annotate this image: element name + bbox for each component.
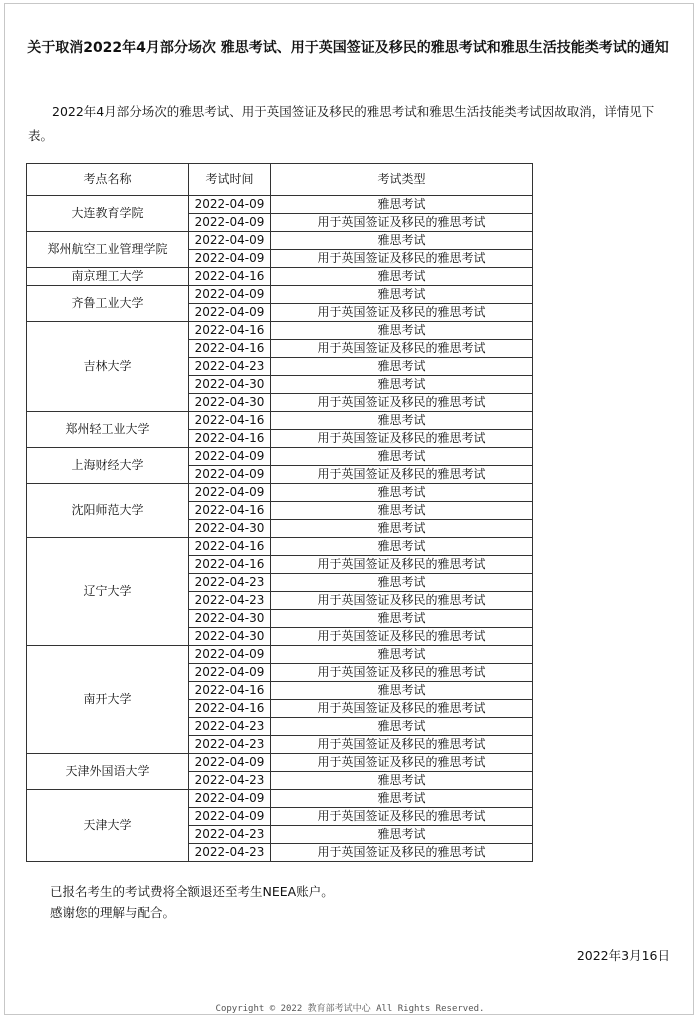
exam-type-cell: 雅思考试 xyxy=(271,358,533,376)
notice-date: 2022年3月16日 xyxy=(576,948,670,963)
exam-type-cell: 雅思考试 xyxy=(271,538,533,556)
exam-type-cell: 雅思考试 xyxy=(271,196,533,214)
exam-date-cell: 2022-04-09 xyxy=(189,286,271,304)
exam-type-cell: 雅思考试 xyxy=(271,376,533,394)
exam-date-cell: 2022-04-09 xyxy=(189,214,271,232)
exam-type-cell: 雅思考试 xyxy=(271,520,533,538)
exam-date-cell: 2022-04-16 xyxy=(189,322,271,340)
exam-type-cell: 用于英国签证及移民的雅思考试 xyxy=(271,214,533,232)
venue-name-cell: 齐鲁工业大学 xyxy=(27,286,189,322)
venue-name-cell: 天津外国语大学 xyxy=(27,754,189,790)
exam-type-cell: 用于英国签证及移民的雅思考试 xyxy=(271,340,533,358)
exam-type-cell: 用于英国签证及移民的雅思考试 xyxy=(271,736,533,754)
exam-type-cell: 用于英国签证及移民的雅思考试 xyxy=(271,466,533,484)
exam-date-cell: 2022-04-23 xyxy=(189,772,271,790)
exam-type-cell: 雅思考试 xyxy=(271,772,533,790)
exam-date-cell: 2022-04-23 xyxy=(189,718,271,736)
exam-date-cell: 2022-04-09 xyxy=(189,232,271,250)
table-row xyxy=(27,286,533,304)
exam-date-cell: 2022-04-09 xyxy=(189,196,271,214)
table-row xyxy=(27,646,533,664)
venue-name-cell: 辽宁大学 xyxy=(27,538,189,646)
exam-date-cell: 2022-04-30 xyxy=(189,520,271,538)
table-row xyxy=(27,232,533,250)
exam-date-cell: 2022-04-16 xyxy=(189,340,271,358)
venue-name-cell: 天津大学 xyxy=(27,790,189,862)
exam-date-cell: 2022-04-09 xyxy=(189,790,271,808)
exam-date-cell: 2022-04-30 xyxy=(189,376,271,394)
exam-type-cell: 雅思考试 xyxy=(271,502,533,520)
table-row xyxy=(27,538,533,556)
exam-type-cell: 用于英国签证及移民的雅思考试 xyxy=(271,304,533,322)
venue-name-cell: 上海财经大学 xyxy=(27,448,189,484)
exam-type-cell: 雅思考试 xyxy=(271,448,533,466)
refund-note: 已报名考生的考试费将全额退还至考生NEEA账户。 xyxy=(50,884,334,899)
venue-name-cell: 南开大学 xyxy=(27,646,189,754)
header-type: 考试类型 xyxy=(271,164,533,196)
exam-date-cell: 2022-04-23 xyxy=(189,358,271,376)
exam-type-cell: 雅思考试 xyxy=(271,484,533,502)
exam-date-cell: 2022-04-09 xyxy=(189,250,271,268)
exam-date-cell: 2022-04-09 xyxy=(189,646,271,664)
exam-date-cell: 2022-04-23 xyxy=(189,574,271,592)
exam-date-cell: 2022-04-09 xyxy=(189,304,271,322)
exam-date-cell: 2022-04-30 xyxy=(189,394,271,412)
exam-date-cell: 2022-04-09 xyxy=(189,448,271,466)
table-row xyxy=(27,448,533,466)
exam-date-cell: 2022-04-16 xyxy=(189,412,271,430)
copyright-footer: Copyright © 2022 教育部考试中心 All Rights Reserved. xyxy=(215,1004,485,1014)
exam-type-cell: 用于英国签证及移民的雅思考试 xyxy=(271,430,533,448)
exam-date-cell: 2022-04-16 xyxy=(189,556,271,574)
exam-type-cell: 用于英国签证及移民的雅思考试 xyxy=(271,754,533,772)
exam-type-cell: 用于英国签证及移民的雅思考试 xyxy=(271,844,533,862)
exam-type-cell: 用于英国签证及移民的雅思考试 xyxy=(271,250,533,268)
exam-date-cell: 2022-04-23 xyxy=(189,844,271,862)
exam-date-cell: 2022-04-30 xyxy=(189,628,271,646)
cancellation-table xyxy=(26,163,533,862)
exam-date-cell: 2022-04-09 xyxy=(189,754,271,772)
exam-type-cell: 雅思考试 xyxy=(271,574,533,592)
venue-name-cell: 南京理工大学 xyxy=(27,268,189,286)
intro-paragraph: 2022年4月部分场次的雅思考试、用于英国签证及移民的雅思考试和雅思生活技能类考试因故取消，详情见下表。 xyxy=(28,104,655,143)
exam-date-cell: 2022-04-16 xyxy=(189,268,271,286)
table-row xyxy=(27,322,533,340)
exam-type-cell: 雅思考试 xyxy=(271,412,533,430)
table-row xyxy=(27,790,533,808)
exam-type-cell: 雅思考试 xyxy=(271,826,533,844)
exam-date-cell: 2022-04-23 xyxy=(189,592,271,610)
table-row xyxy=(27,484,533,502)
exam-type-cell: 雅思考试 xyxy=(271,286,533,304)
venue-name-cell: 郑州航空工业管理学院 xyxy=(27,232,189,268)
table-body xyxy=(27,196,533,862)
thanks-note: 感谢您的理解与配合。 xyxy=(50,905,176,920)
exam-date-cell: 2022-04-23 xyxy=(189,736,271,754)
exam-type-cell: 雅思考试 xyxy=(271,646,533,664)
exam-date-cell: 2022-04-16 xyxy=(189,700,271,718)
table-header-row xyxy=(27,164,533,196)
exam-type-cell: 用于英国签证及移民的雅思考试 xyxy=(271,592,533,610)
exam-date-cell: 2022-04-09 xyxy=(189,664,271,682)
page-title: 关于取消2022年4月部分场次 雅思考试、用于英国签证及移民的雅思考试和雅思生活技能类考试的通知 xyxy=(27,40,669,56)
table-row xyxy=(27,196,533,214)
exam-type-cell: 用于英国签证及移民的雅思考试 xyxy=(271,394,533,412)
exam-date-cell: 2022-04-09 xyxy=(189,808,271,826)
exam-date-cell: 2022-04-09 xyxy=(189,484,271,502)
exam-type-cell: 用于英国签证及移民的雅思考试 xyxy=(271,628,533,646)
exam-type-cell: 雅思考试 xyxy=(271,268,533,286)
exam-date-cell: 2022-04-16 xyxy=(189,538,271,556)
venue-name-cell: 郑州轻工业大学 xyxy=(27,412,189,448)
exam-type-cell: 雅思考试 xyxy=(271,232,533,250)
venue-name-cell: 沈阳师范大学 xyxy=(27,484,189,538)
exam-date-cell: 2022-04-30 xyxy=(189,610,271,628)
exam-type-cell: 雅思考试 xyxy=(271,790,533,808)
exam-type-cell: 雅思考试 xyxy=(271,682,533,700)
exam-date-cell: 2022-04-16 xyxy=(189,682,271,700)
exam-type-cell: 雅思考试 xyxy=(271,718,533,736)
exam-type-cell: 用于英国签证及移民的雅思考试 xyxy=(271,556,533,574)
exam-date-cell: 2022-04-09 xyxy=(189,466,271,484)
venue-name-cell: 大连教育学院 xyxy=(27,196,189,232)
exam-date-cell: 2022-04-23 xyxy=(189,826,271,844)
exam-type-cell: 雅思考试 xyxy=(271,610,533,628)
exam-date-cell: 2022-04-16 xyxy=(189,430,271,448)
table-row xyxy=(27,412,533,430)
exam-type-cell: 用于英国签证及移民的雅思考试 xyxy=(271,808,533,826)
venue-name-cell: 吉林大学 xyxy=(27,322,189,412)
table-row xyxy=(27,268,533,286)
table-row xyxy=(27,754,533,772)
exam-type-cell: 用于英国签证及移民的雅思考试 xyxy=(271,700,533,718)
exam-date-cell: 2022-04-16 xyxy=(189,502,271,520)
exam-type-cell: 雅思考试 xyxy=(271,322,533,340)
exam-type-cell: 用于英国签证及移民的雅思考试 xyxy=(271,664,533,682)
header-venue: 考点名称 xyxy=(27,164,189,196)
header-date: 考试时间 xyxy=(189,164,271,196)
